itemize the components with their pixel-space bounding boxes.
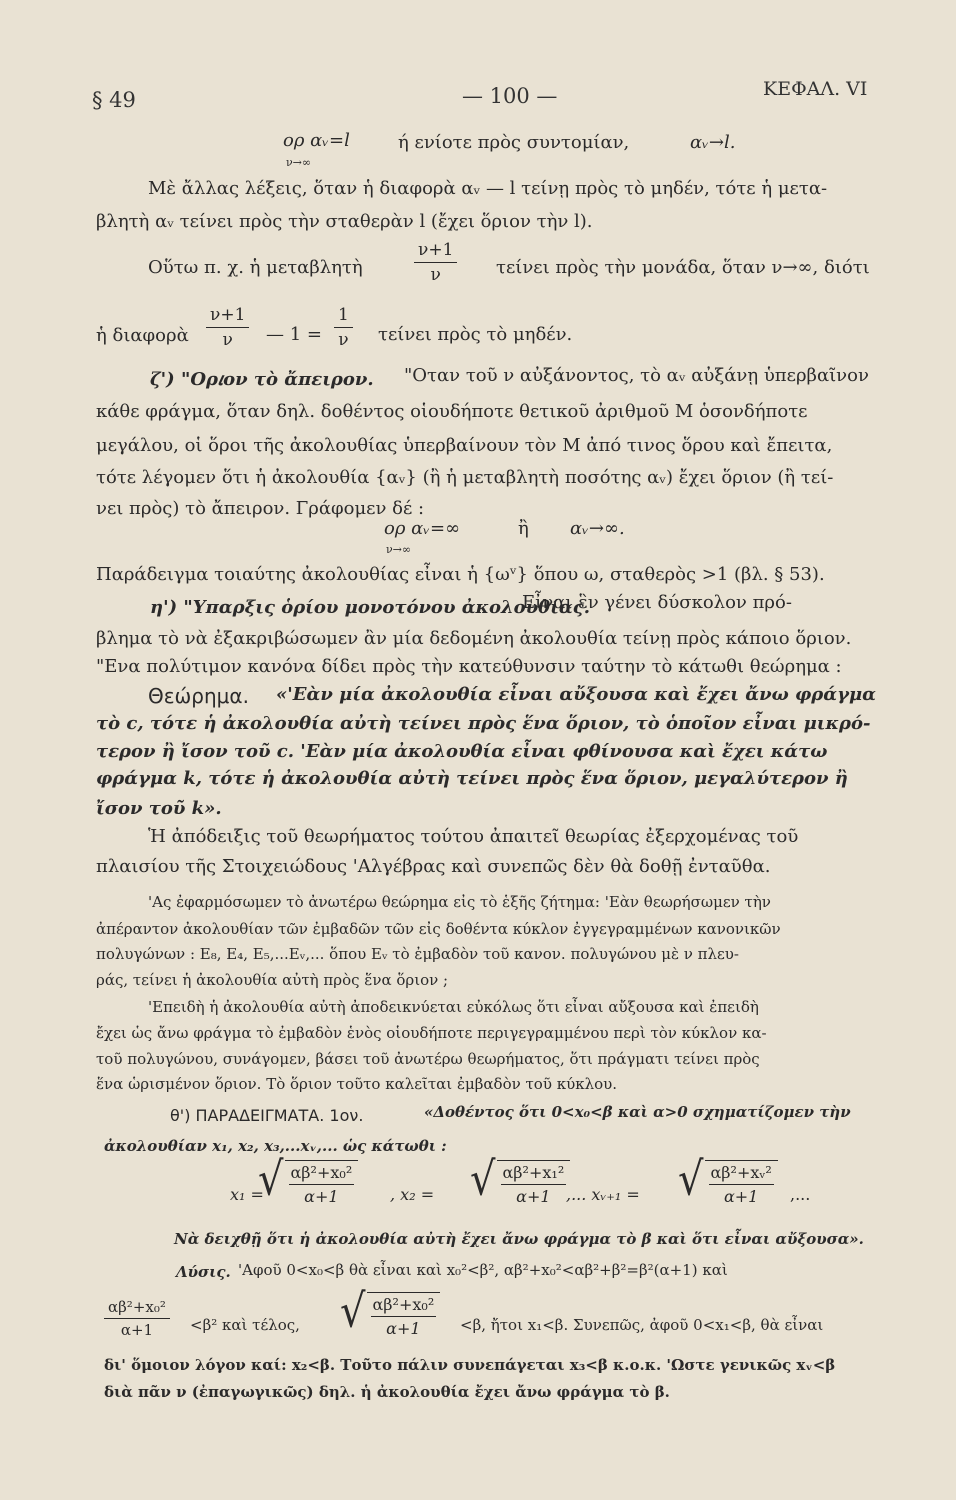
text-line: τότε λέγομεν ὅτι ἡ ἀκολουθία {αᵥ} (ἢ ἡ μεταβλητὴ ποσότης αᵥ) ἔχει ὅριον (ἢ τεί- — [96, 467, 834, 488]
small-text-line: 'Επειδὴ ἡ ἀκολουθία αὐτὴ ἀποδεικνύεται εὐκόλως ὅτι εἶναι αὔξουσα καὶ ἐπειδὴ — [148, 998, 759, 1016]
small-text-line: 'Ας ἐφαρμόσωμεν τὸ ἀνωτέρω θεώρημα εἰς τὸ ἑξῆς ζήτημα: 'Εὰν θεωρήσωμεν τὴν — [148, 893, 771, 911]
sqrt-numerator: αβ²+x₁² — [501, 1163, 567, 1185]
example-text: «Δοθέντος ὅτι 0<x₀<β καὶ α>0 σχηματίζομεν τὴν — [424, 1103, 851, 1121]
theorem-text: «'Εὰν μία ἀκολουθία εἶναι αὔξουσα καὶ ἔχει ἄνω φράγμα — [276, 684, 877, 705]
section-number: § 49 — [92, 88, 136, 112]
math-text: ,... — [790, 1185, 811, 1204]
text-line: ἡ διαφορὰ — [96, 325, 189, 346]
fraction — [414, 240, 457, 285]
text-line: Παράδειγμα τοιαύτης ἀκολουθίας εἶναι ἡ {ωᵛ} ὅπου ω, σταθερὸς >1 (βλ. § 53). — [96, 564, 825, 585]
small-text-line: ἀπέραντον ἀκολουθίαν τῶν ἐμβαδῶν τῶν εἰς δοθέντα κύκλον ἐγγεγραμμένων κανονικῶν — [96, 920, 781, 938]
subsection-heading: ζ') "Ορ𝜄ον τὸ ἄπειρον. — [150, 369, 374, 390]
sqrt-denominator: α+1 — [304, 1187, 339, 1206]
sqrt-denominator: α+1 — [516, 1187, 551, 1206]
small-text-line: ἕνα ὡρισμένον ὅριον. Τὸ ὅριον τοῦτο καλεῖται ἐμβαδὸν τοῦ κύκλου. — [96, 1075, 618, 1093]
fraction-denominator: ν — [222, 330, 233, 350]
fraction-denominator: ν — [430, 265, 441, 285]
solution-text: 'Αφοῦ 0<x₀<β θὰ εἶναι καὶ x₀²<β², αβ²+x₀²<αβ²+β²=β²(α+1) καὶ — [238, 1261, 728, 1279]
limit-notation: ορ αᵥ=∞ — [384, 518, 461, 539]
solution-label: Λύσις. — [176, 1263, 231, 1281]
fraction-numerator: ν+1 — [206, 305, 249, 328]
theorem-text: ἴσον τοῦ k». — [96, 798, 222, 819]
limit-notation: ορ αᵥ=l — [283, 130, 350, 151]
text-line: νει πρὸς) τὸ ἄπειρον. Γράφομεν δέ : — [96, 498, 425, 519]
sqrt-numerator: αβ²+x₀² — [371, 1295, 437, 1317]
small-text-line: ράς, τείνει ἡ ἀκολουθία αὐτὴ πρὸς ἕνα ὅριον ; — [96, 971, 449, 989]
sqrt-numerator: αβ²+xᵥ² — [709, 1163, 774, 1185]
sqrt-expression — [340, 1285, 440, 1338]
text-line: "Οταν τοῦ ν αὐξάνοντος, τὸ αᵥ αὐξάνῃ ὑπερβαῖνον — [404, 365, 869, 386]
theorem-text: τερον ἢ ἴσον τοῦ c. 'Εὰν μία ἀκολουθία εἶναι φθίνουσα καὶ ἔχει κάτω — [96, 741, 828, 762]
fraction-numerator: ν+1 — [414, 240, 457, 263]
math-text: , x₂ = — [390, 1185, 435, 1204]
text-line: βλητὴ αᵥ τείνει πρὸς τὴν σταθερὰν l (ἔχει ὅριον τὴν l). — [96, 211, 593, 232]
fraction-numerator: αβ²+x₀² — [104, 1298, 170, 1319]
theorem-text: τὸ c, τότε ἡ ἀκολουθία αὐτὴ τείνει πρὸς ἕνα ὅριον, τὸ ὁποῖον εἶναι μικρό- — [96, 713, 871, 734]
solution-text: διὰ πᾶν ν (ἐπαγωγικῶς) δηλ. ἡ ἀκολουθία ἔχει ἄνω φράγμα τὸ β. — [104, 1383, 670, 1401]
radical-sign: √ — [340, 1285, 366, 1338]
text-line: ή ενίοτε πρὸς συντομίαν, — [398, 132, 630, 153]
math-text: — 1 = — [266, 324, 322, 345]
sqrt-denominator: α+1 — [723, 1187, 759, 1206]
text-line: Εἶναι ἓν γένει δύσκολον πρό- — [522, 592, 792, 613]
small-text-line: τοῦ πολυγώνου, συνάγομεν, βάσει τοῦ ἀνωτέρω θεωρήματος, ὅτι πράγματι τείνει πρὸς — [96, 1050, 760, 1068]
limit-subscript: ν→∞ — [386, 543, 412, 556]
radical-sign: √ — [470, 1153, 496, 1206]
small-text-line: ἔχει ὡς ἄνω φράγμα τὸ ἐμβαδὸν ἑνὸς οἱουδήποτε περιγεγραμμένου περὶ τὸν κύκλον κα- — [96, 1024, 767, 1042]
text-line: μεγάλου, οἱ ὅροι τῆς ἀκολουθίας ὑπερβαίνουν τὸν Μ ἀπό τινος ὅρου καὶ ἔπειτα, — [96, 435, 833, 456]
solution-text: <β, ἤτοι x₁<β. Συνεπῶς, ἀφοῦ 0<x₁<β, θὰ εἶναι — [460, 1316, 824, 1334]
radical-sign: √ — [678, 1153, 704, 1206]
text-line: "Ενα πολύτιμον κανόνα δίδει πρὸς τὴν κατεύθυνσιν ταύτην τὸ κάτωθι θεώρημα : — [96, 656, 842, 677]
sqrt-expression — [678, 1153, 778, 1206]
text-line: Ἡ ἀπόδειξις τοῦ θεωρήματος τούτου ἀπαιτεῖ θεωρίας ἐξερχομένας τοῦ — [148, 826, 799, 847]
solution-text: <β² καὶ τέλος, — [190, 1316, 300, 1334]
sqrt-numerator: αβ²+x₀² — [289, 1163, 355, 1185]
text-line: βλημα τὸ νὰ ἐξακριβώσωμεν ἂν μία δεδομένη ἀκολουθία τείνῃ πρὸς κάποιο ὅριον. — [96, 628, 852, 649]
solution-text: δι' ὅμοιον λόγον καί: x₂<β. Τοῦτο πάλιν συνεπάγεται x₃<β κ.ο.κ. 'Ωστε γενικῶς xᵥ<β — [104, 1356, 836, 1374]
math-text: ἢ — [518, 518, 529, 539]
text-line: Μὲ ἄλλας λέξεις, ὅταν ἡ διαφορὰ αᵥ — l τείνῃ πρὸς τὸ μηδέν, τότε ἡ μετα- — [148, 178, 828, 199]
examples-heading: θ') ΠΑΡΑΔΕΙΓΜΑΤΑ. 1ον. — [170, 1106, 364, 1125]
theorem-label: Θεώρημα. — [148, 684, 249, 708]
fraction-denominator: α+1 — [120, 1321, 154, 1339]
theorem-text: φράγμα k, τότε ἡ ἀκολουθία αὐτὴ τείνει πρὸς ἕνα ὅριον, μεγαλύτερον ἢ — [96, 768, 848, 789]
fraction — [104, 1298, 170, 1339]
small-text-line: πολυγώνων : E₈, E₄, E₅,...Eᵥ,... ὅπου Eᵥ τὸ ἐμβαδὸν τοῦ κανον. πολυγώνου μὲ ν πλευ- — [96, 945, 739, 963]
limit-short: αᵥ→∞. — [570, 518, 625, 539]
sqrt-expression — [470, 1153, 570, 1206]
math-text: ,... xᵥ₊₁ = — [566, 1185, 640, 1204]
chapter-label: ΚΕΦΑΛ. VI — [763, 78, 868, 100]
text-line: κάθε φράγμα, ὅταν δηλ. δοθέντος οἱουδήποτε θετικοῦ ἀριθμοῦ Μ ὁσονδήποτε — [96, 401, 808, 422]
text-line: πλαισίου τῆς Στοιχειώδους 'Αλγέβρας καὶ συνεπῶς δὲν θὰ δοθῇ ἐνταῦθα. — [96, 856, 771, 877]
radical-sign: √ — [258, 1153, 284, 1206]
page-number: — 100 — — [462, 84, 558, 108]
fraction-numerator: 1 — [334, 305, 353, 328]
fraction-denominator: ν — [338, 330, 349, 350]
text-line: τείνει πρὸς τὴν μονάδα, ὅταν ν→∞, διότι — [496, 257, 870, 278]
limit-subscript: ν→∞ — [286, 156, 312, 169]
fraction — [334, 305, 353, 350]
text-line: Οὕτω π. χ. ἡ μεταβλητὴ — [148, 257, 363, 278]
limit-short: αᵥ→l. — [690, 132, 736, 153]
text-line: τείνει πρὸς τὸ μηδέν. — [378, 324, 573, 345]
sqrt-denominator: α+1 — [386, 1319, 421, 1338]
example-text: ἀκολουθίαν x₁, x₂, x₃,...xᵥ,... ὡς κάτωθι : — [104, 1137, 447, 1155]
fraction — [206, 305, 249, 350]
math-text: x₁ = — [230, 1185, 264, 1204]
sqrt-expression — [258, 1153, 358, 1206]
example-text: Νὰ δειχθῇ ὅτι ἡ ἀκολουθία αὐτὴ ἔχει ἄνω φράγμα τὸ β καὶ ὅτι εἶναι αὔξουσα». — [174, 1230, 864, 1248]
subsection-heading: η') "Υπαρξις ὁρίου μονοτόνου ἀκολουθίας. — [150, 597, 590, 618]
